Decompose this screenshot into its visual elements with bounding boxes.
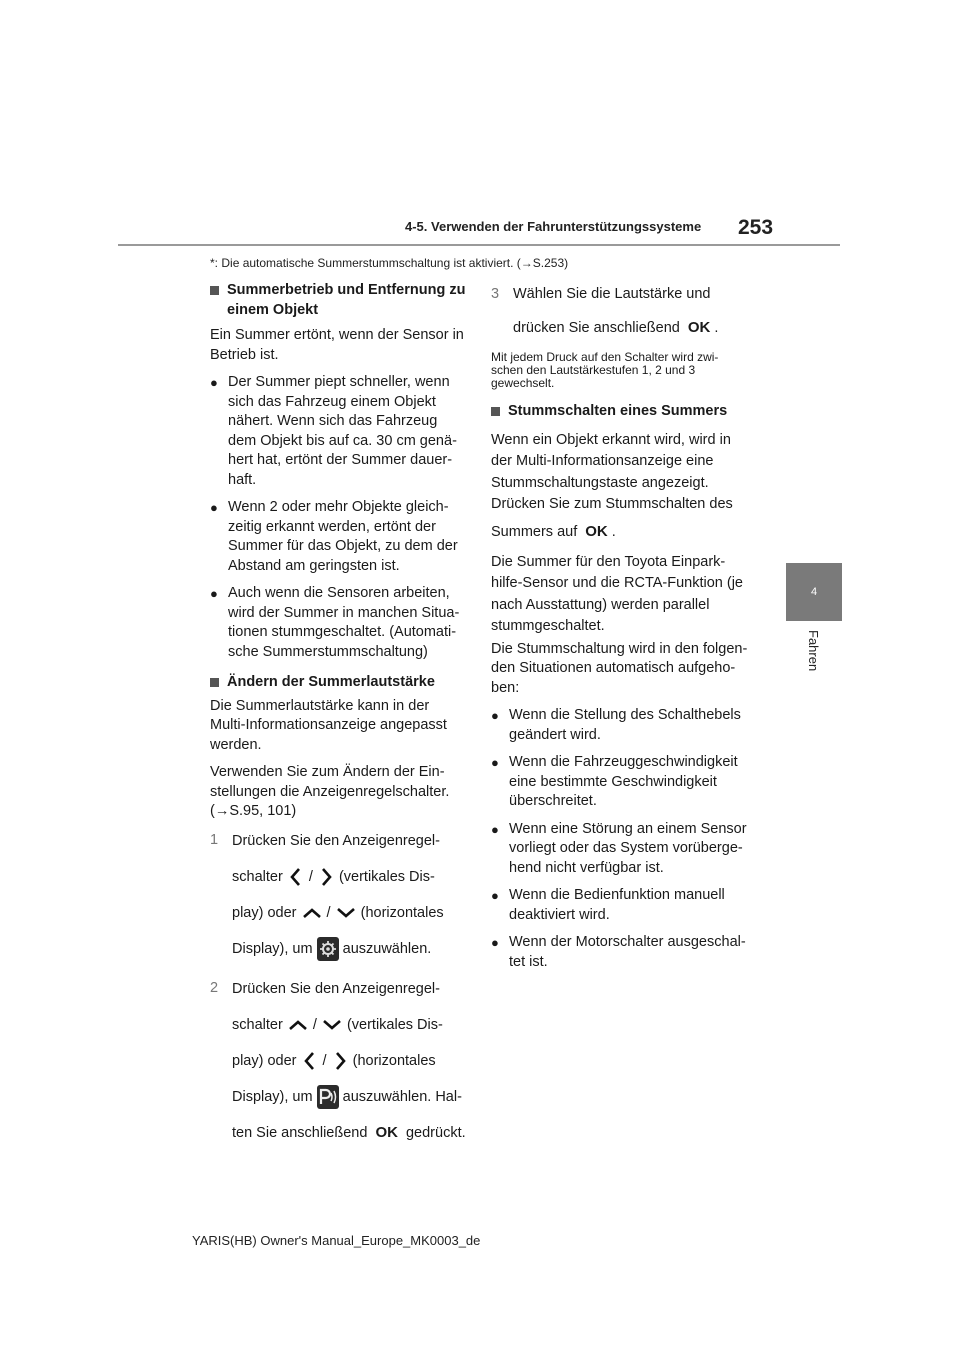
bullet-icon: ●: [210, 500, 218, 515]
step-line: [232, 1043, 466, 1079]
step-text: gedrückt.: [405, 1124, 466, 1141]
list-item-text: Wenn die Bedienfunktion manuell deaktiviert wird.: [509, 887, 725, 923]
paragraph-text: .: [611, 523, 616, 540]
step-text: drücken Sie anschließend: [513, 320, 680, 336]
step-line: [232, 1007, 466, 1043]
section-marker-icon: [210, 678, 219, 687]
paragraph: Die Summer für den Toyota Einpark-hilfe-Sensor und die RCTA-Funktion (je nach Ausstattung) werden parallel stummgeschaltet.: [491, 553, 743, 634]
chevron-left-icon: [287, 866, 305, 888]
page-number: 253: [738, 216, 774, 239]
list-item: [210, 498, 468, 576]
bullet-icon: ●: [210, 375, 218, 390]
step-text: schalter: [232, 1016, 283, 1033]
step-line: [232, 931, 444, 967]
note: Mit jedem Druck auf den Schalter wird zwi-schen den Lautstärkestufen 1, 2 und 3 gewechselt.: [491, 350, 719, 390]
list-item: [210, 584, 468, 662]
step-text: Display), um: [232, 940, 313, 957]
section-marker-icon: [491, 407, 500, 416]
step-text: (vertikales Dis-: [346, 1016, 443, 1033]
section-marker-icon: [210, 286, 219, 295]
bullet-icon: ●: [491, 708, 499, 723]
step-line: [232, 1115, 466, 1151]
footnote: [210, 256, 568, 270]
chevron-up-icon: [301, 905, 323, 921]
header-rule: [118, 244, 840, 246]
list-item-text: Auch wenn die Sensoren arbeiten, wird der Summer in manchen Situa-tionen stummgeschaltet. (Automati-sche Summerstummschaltung): [228, 585, 460, 660]
chevron-right-icon: [331, 1050, 349, 1072]
list-item: [491, 820, 749, 879]
paragraph-text: Summers auf: [491, 523, 578, 540]
step-text: /: [322, 1052, 327, 1069]
step-text: /: [308, 868, 313, 885]
list-item: [491, 933, 749, 972]
bullet-icon: ●: [491, 755, 499, 770]
heading-text: Summerbetrieb und Entfernung zu einem Objekt: [227, 282, 466, 318]
step-text: (horizontales: [352, 1052, 436, 1069]
chevron-left-icon: [301, 1050, 319, 1072]
section-title: 4-5. Verwenden der Fahrunterstützungssysteme: [405, 219, 702, 234]
step-text: ten Sie anschließend: [232, 1124, 368, 1141]
step-text: play) oder: [232, 904, 297, 921]
bullet-icon: ●: [491, 821, 499, 837]
step-text: .: [714, 320, 719, 336]
step-3: [491, 285, 749, 345]
list-item-text: Wenn die Stellung des Schalthebels geändert wird.: [509, 707, 741, 743]
step-number: 3: [491, 286, 500, 302]
ok-icon: OK: [375, 1123, 398, 1141]
step-text: auszuwählen.: [342, 940, 432, 957]
step-line: [232, 859, 444, 895]
heading-text: Ändern der Summerlautstärke: [227, 674, 435, 690]
heading-buzzer-volume: [210, 673, 468, 693]
chevron-down-icon: [321, 1017, 343, 1033]
paragraph: Wenn ein Objekt erkannt wird, wird in der Multi-Informationsanzeige eine Stummschaltungstaste angezeigt. Drücken Sie zum Stummschalten des: [491, 431, 733, 512]
step-text: schalter: [232, 868, 283, 885]
paragraph: Die Stummschaltung wird in den folgen-den Situationen automatisch aufgeho-ben:: [491, 640, 748, 696]
chapter-label: Fahren: [806, 630, 821, 672]
heading-text: Stummschalten eines Summers: [508, 403, 728, 419]
list-item: [210, 373, 468, 490]
step-line: [513, 311, 718, 345]
list-item-text: Wenn eine Störung an einem Sensor vorliegt oder das System vorüberge-hend nicht verfügbar ist.: [509, 820, 747, 876]
step-text: /: [312, 1016, 317, 1033]
list-item: [491, 753, 749, 812]
list-item-text: Wenn der Motorschalter ausgeschal-tet ist.: [509, 934, 746, 970]
step-text: Display), um: [232, 1088, 313, 1105]
step-2: [210, 979, 468, 1151]
step-line: Drücken Sie den Anzeigenregel-: [232, 980, 440, 997]
step-number: 2: [210, 979, 219, 996]
step-line: [232, 1079, 466, 1115]
list-item-text: Wenn die Fahrzeuggeschwindigkeit eine bestimmte Geschwindigkeit überschreitet.: [509, 754, 738, 809]
step-text: (vertikales Dis-: [338, 868, 435, 885]
step-text: /: [326, 904, 331, 921]
left-column: [210, 281, 468, 1151]
paragraph: [491, 518, 749, 546]
heading-mute-buzzer: [491, 402, 749, 422]
step-text: (horizontales: [360, 904, 444, 921]
chapter-number: 4: [810, 586, 818, 598]
gear-icon: [317, 937, 339, 961]
step-text: play) oder: [232, 1052, 297, 1069]
heading-buzzer-operation: [210, 281, 468, 320]
paragraph: Ein Summer ertönt, wenn der Sensor in Betrieb ist.: [210, 327, 464, 363]
paragraph: Die Summerlautstärke kann in der Multi-Informationsanzeige angepasst werden.: [210, 697, 447, 753]
paragraph: Verwenden Sie zum Ändern der Ein-stellungen die Anzeigenregelschalter. (→S.95, 101): [210, 764, 450, 819]
right-column: [491, 285, 749, 972]
chevron-down-icon: [335, 905, 357, 921]
list-item: [491, 706, 749, 745]
bullet-icon: ●: [491, 935, 499, 950]
bullet-icon: ●: [210, 586, 218, 601]
step-line: Wählen Sie die Lautstärke und: [513, 286, 711, 302]
step-1: [210, 831, 468, 967]
footer-text: YARIS(HB) Owner's Manual_Europe_MK0003_de: [192, 1233, 481, 1248]
step-line: Drücken Sie den Anzeigenregel-: [232, 832, 440, 849]
footnote-mark: *:: [210, 256, 219, 270]
list-item-text: Der Summer piept schneller, wenn sich das Fahrzeug einem Objekt nähert. Wenn sich das Fahrzeug dem Objekt bis auf ca. 30 cm genä-hert hat, ertönt der Summer dauer-haft.: [228, 374, 457, 488]
ok-icon: OK: [687, 319, 711, 336]
bullet-icon: ●: [491, 888, 499, 903]
step-text: auszuwählen. Hal-: [342, 1088, 462, 1105]
chapter-tab: [786, 563, 842, 621]
footnote-text: Die automatische Summerstummschaltung ist aktiviert. (→S.253): [221, 256, 569, 270]
chevron-up-icon: [287, 1017, 309, 1033]
step-number: 1: [210, 831, 219, 848]
list-item: [491, 886, 749, 925]
parking-sensor-icon: [317, 1085, 339, 1109]
step-line: [232, 895, 444, 931]
chevron-right-icon: [317, 866, 335, 888]
list-item-text: Wenn 2 oder mehr Objekte gleich-zeitig erkannt werden, ertönt der Summer für das Objekt, zu dem der Abstand am geringsten ist.: [228, 499, 458, 574]
ok-icon: OK: [585, 522, 608, 540]
